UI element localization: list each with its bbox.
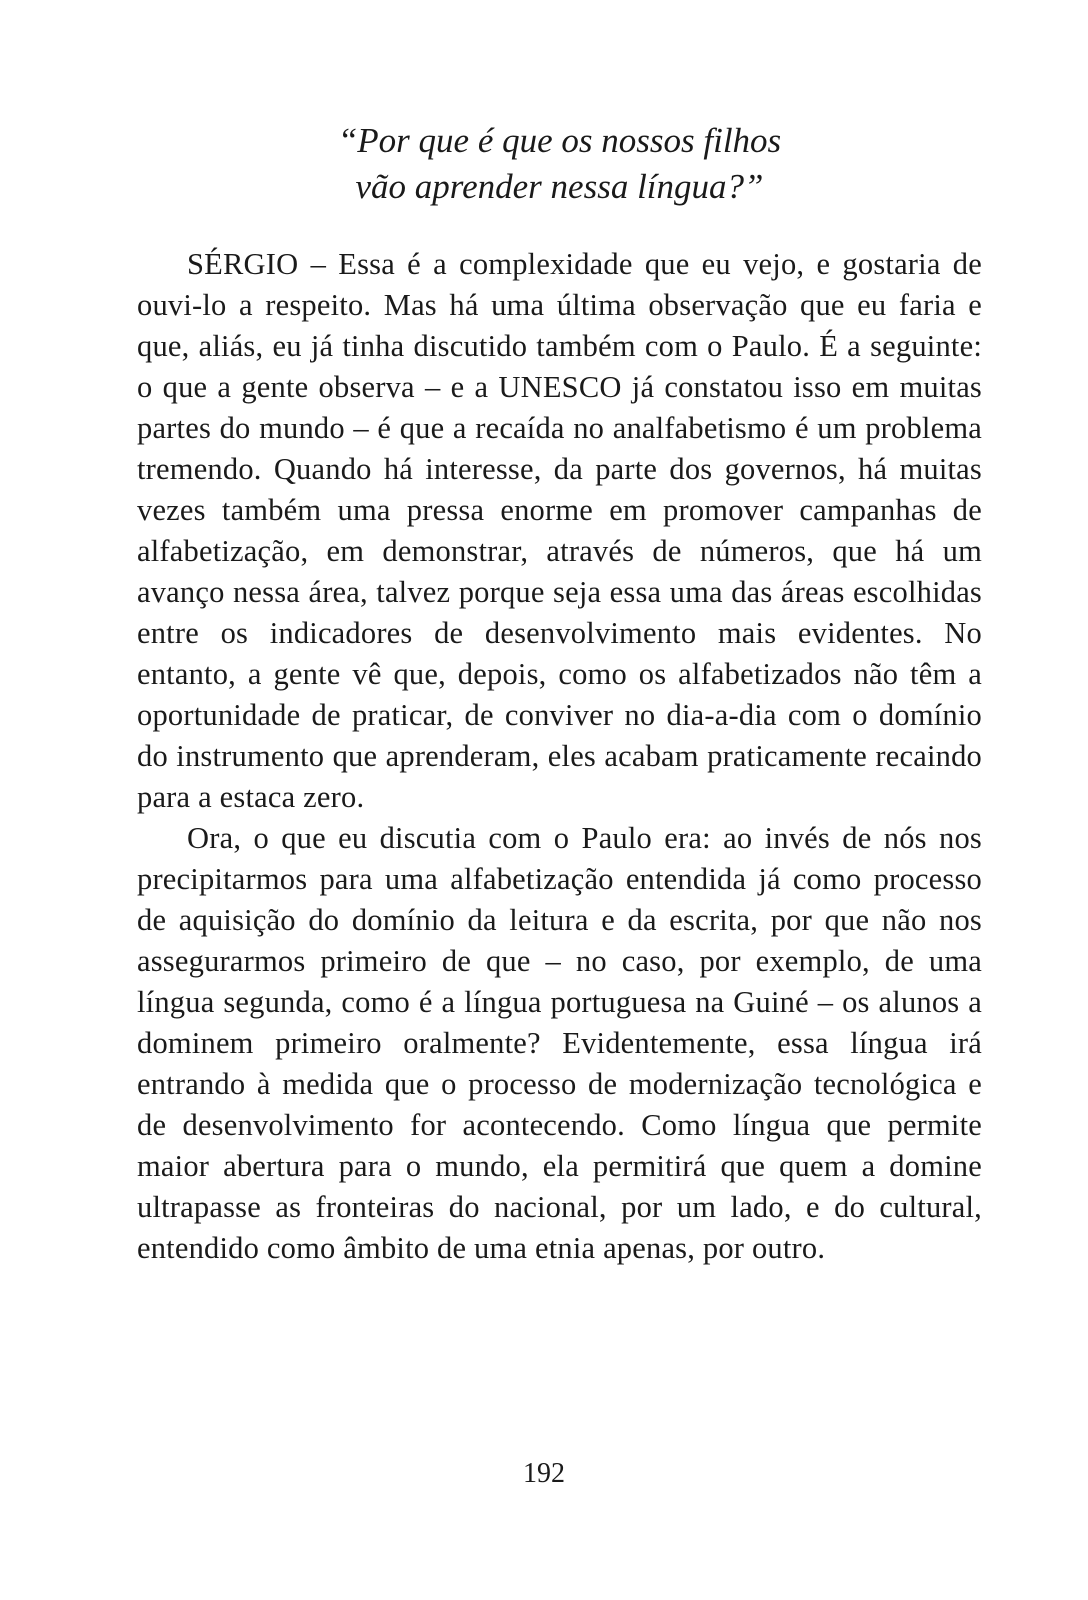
body-text [137,244,982,1269]
paragraph: SÉRGIO – Essa é a complexidade que eu vejo, e gostaria de ouvi-lo a respeito. Mas há uma última observação que eu faria e que, aliás, eu já tinha discutido também com o Paulo. É a seguinte: o que a gente observa – e a UNESCO já constatou isso em muitas partes do mundo – é que a recaída no analfabetismo é um problema tremendo. Quando há interesse, da parte dos governos, há muitas vezes também uma pressa enorme em promover campanhas de alfabetização, em demonstrar, através de números, que há um avanço nessa área, talvez porque seja essa uma das áreas escolhidas entre os indicadores de desenvolvimento mais evidentes. No entanto, a gente vê que, depois, como os alfabetizados não têm a oportunidade de praticar, de conviver no dia-a-dia com o domínio do instrumento que aprenderam, eles acabam praticamente recaindo para a estaca zero. [137,247,982,814]
page-number: 192 [523,1458,565,1489]
paragraph: Ora, o que eu discutia com o Paulo era: ao invés de nós nos precipitarmos para uma alfabetização entendida já como processo de aquisição do domínio da leitura e da escrita, por que não nos assegurarmos primeiro de que – no caso, por exemplo, de uma língua segunda, como é a língua portuguesa na Guiné – os alunos a dominem primeiro oralmente? Evidentemente, essa língua irá entrando à medida que o processo de modernização tecnológica e de desenvolvimento for acontecendo. Como língua que permite maior abertura para o mundo, ela permitirá que quem a domine ultrapasse as fronteiras do nacional, por um lado, e do cultural, entendido como âmbito de uma etnia apenas, por outro. [137,821,982,1265]
section-heading [137,118,982,210]
heading-line-1: “Por que é que os nossos filhos [337,121,782,160]
heading-line-2: vão aprender nessa língua?” [355,167,764,206]
